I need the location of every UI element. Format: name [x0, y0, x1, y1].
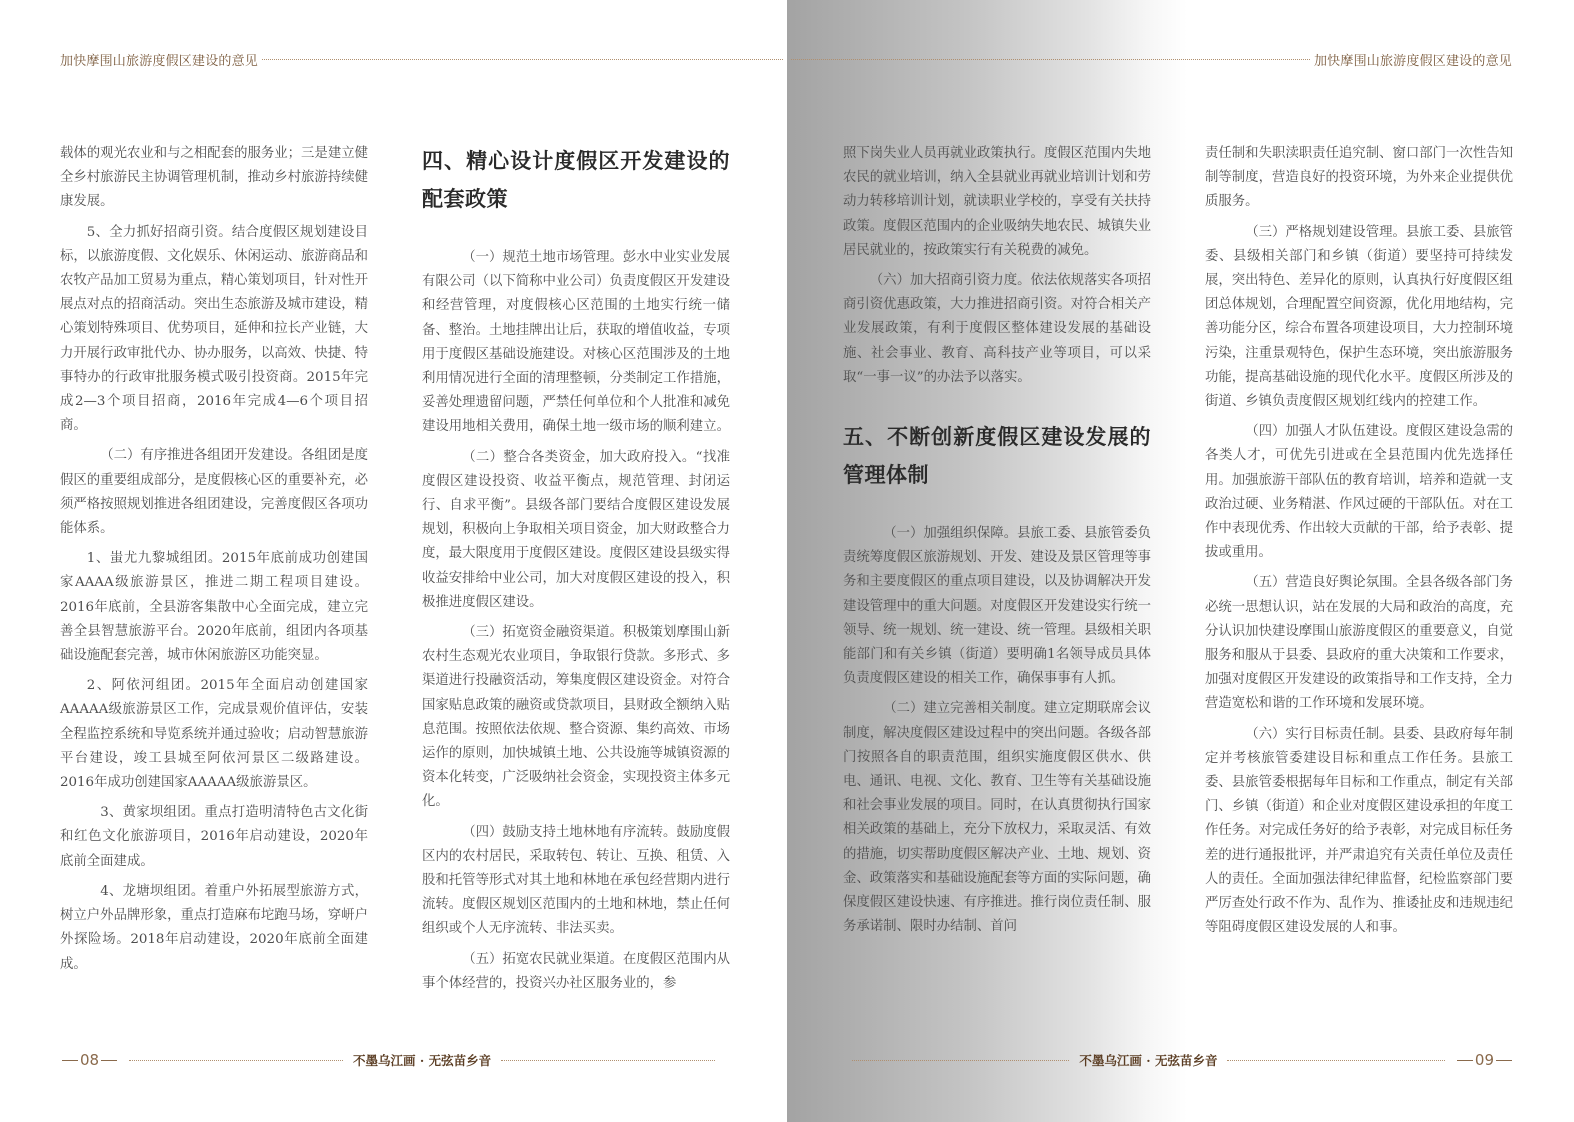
dash-decoration [101, 1060, 117, 1061]
dotted-rule [852, 1060, 1069, 1061]
page-number [1455, 1051, 1514, 1069]
paragraph: （三）拓宽资金融资渠道。积极策划摩围山新农村生态观光农业项目，争取银行贷款。多形式、多渠道进行投融资活动，筹集度假区建设资金。对符合国家贴息政策的融资或贷款项目，县财政全额纳入贴息范围。按照依法依规、整合资源、集约高效、市场运作的原则，加快城镇土地、公共设施等城镇资源的资本化转变，广泛吸纳社会资金，实现投资主体多元化。 [422, 625, 730, 810]
page-number-value: 09 [1474, 1051, 1494, 1069]
paragraph: （四）加强人才队伍建设。度假区建设急需的各类人才，可优先引进或在全县范围内优先选择任用。加强旅游干部队伍的教育培训，培养和造就一支政治过硬、业务精湛、作风过硬的干部队伍。对在工作中表现优秀、作出较大贡献的干部，给予表彰、提拔或重用。 [1205, 424, 1513, 561]
dotted-rule [129, 1060, 343, 1061]
paragraph: 1、蚩尤九黎城组团。2015年底前成功创建国家AAAA级旅游景区，推进二期工程项目建设。2016年底前，全县游客集散中心全面完成，建立完善全县智慧旅游平台。2020年底前，组团内各项基础设施配套完善，城市休闲旅游区功能突显。 [60, 551, 368, 664]
paragraph: （五）营造良好舆论氛围。全县各级各部门务必统一思想认识，站在发展的大局和政治的高度，充分认识加快建设摩围山旅游度假区的重要意义，自觉服务和服从于县委、县政府的重大决策和工作要求，加强对度假区开发建设的政策指导和工作支持，全力营造宽松和谐的工作环境和发展环境。 [1205, 575, 1513, 712]
paragraph: （六）加大招商引资力度。依法依规落实各项招商引资优惠政策，大力推进招商引资。对符合相关产业发展政策，有利于度假区整体建设发展的基础设施、社会事业、教育、高科技产业等项目，可以采取“一事一议”的办法予以落实。 [843, 273, 1151, 385]
paragraph: 3、黄家坝组团。重点打造明清特色古文化街和红色文化旅游项目，2016年启动建设，2020年底前全面建成。 [60, 805, 368, 869]
dotted-rule [501, 1060, 715, 1061]
paragraph: （六）实行目标责任制。县委、县政府每年制定并考核旅管委建设目标和重点工作任务。县旅工委、县旅管委根据每年目标和工作重点，制定有关部门、乡镇（街道）和企业对度假区建设承担的年度工作任务。对完成任务好的给予表彰，对完成目标任务差的进行通报批评，并严肃追究有关责任单位及责任人的责任。全面加强法律纪律监督，纪检监察部门要严厉查处行政不作为、乱作为、推诿扯皮和违规违纪等阻碍度假区建设发展的人和事。 [1205, 726, 1513, 936]
left-page-column-1 [60, 142, 368, 983]
right-page-column-1 [843, 142, 1151, 945]
left-page-column-2 [422, 142, 730, 1002]
footer-left [60, 1050, 725, 1070]
paragraph: （一）加强组织保障。县旅工委、县旅管委负责统筹度假区旅游规划、开发、建设及景区管理等事务和主要度假区的重点项目建设，以及协调解决开发建设管理中的重大问题。对度假区开发建设实行统一领导、统一规划、统一建设、统一管理。县级相关职能部门和有关乡镇（街道）要明确1名领导成员具体负责度假区建设的相关工作，确保事事有人抓。 [843, 526, 1151, 687]
paragraph: 载体的观光农业和与之相配套的服务业；三是建立健全乡村旅游民主协调管理机制，推动乡村旅游持续健康发展。 [60, 146, 368, 210]
paragraph: 4、龙塘坝组团。着重户外拓展型旅游方式，树立户外品牌形象，重点打造麻布坨跑马场，穿岍户外探险场。2018年启动建设，2020年底前全面建成。 [60, 883, 368, 972]
right-page-column-2 [1205, 142, 1513, 947]
paragraph: （五）拓宽农民就业渠道。在度假区范围内从事个体经营的，投资兴办社区服务业的，参 [422, 951, 730, 991]
footer-slogan: 不墨乌江画 · 无弦苗乡音 [1079, 1053, 1218, 1068]
running-head-title: 加快摩围山旅游度假区建设的意见 [1313, 53, 1512, 69]
section-heading-5: 五、不断创新度假区建设发展的管理体制 [843, 425, 1151, 488]
paragraph: 2、阿依河组团。2015年全面启动创建国家AAAAA级旅游景区工作，完成景观价值评估，安装全程监控系统和导览系统并通过验收；启动智慧旅游平台建设，竣工县城至阿依河景区二级路建设。2016年成功创建国家AAAAA级旅游景区。 [60, 678, 368, 791]
paragraph: 照下岗失业人员再就业政策执行。度假区范围内失地农民的就业培训，纳入全县就业再就业培训计划和劳动力转移培训计划，就读职业学校的，享受有关扶持政策。度假区范围内的企业吸纳失地农民、城镇失业居民就业的，按政策实行有关税费的减免。 [843, 146, 1151, 258]
section-heading-4: 四、精心设计度假区开发建设的配套政策 [422, 149, 730, 211]
dash-decoration [1496, 1060, 1512, 1061]
paragraph: 5、全力抓好招商引资。结合度假区规划建设目标，以旅游度假、文化娱乐、休闲运动、旅游商品和农牧产品加工贸易为重点，精心策划项目，针对性开展点对点的招商活动。突出生态旅游及城市建设，精心策划特殊项目、优势项目，延伸和拉长产业链，大力开展行政审批代办、协办服务，以高效、快捷、特事特办的行政审批服务模式吸引投资商。2015年完成2—3个项目招商，2016年完成4—6个项目招商。 [60, 224, 368, 434]
running-head-left [60, 50, 787, 68]
right-page [787, 0, 1574, 1122]
page-number [60, 1051, 119, 1069]
paragraph: （四）鼓励支持土地林地有序流转。鼓励度假区内的农村居民，采取转包、转让、互换、租赁、入股和托管等形式对其土地和林地在承包经营期内进行流转。度假区规划区范围内的土地和林地，禁止任何组织或个人无序流转、非法买卖。 [422, 824, 730, 937]
running-head-right [787, 50, 1512, 68]
paragraph: 责任制和失职渎职责任追究制、窗口部门一次性告知制等制度，营造良好的投资环境，为外来企业提供优质服务。 [1205, 146, 1513, 210]
dotted-rule [262, 59, 783, 60]
footer-slogan: 不墨乌江画 · 无弦苗乡音 [353, 1053, 492, 1068]
footer-right [842, 1050, 1514, 1070]
page-number-value: 08 [80, 1051, 100, 1069]
paragraph: （三）严格规划建设管理。县旅工委、县旅管委、县级相关部门和乡镇（街道）要坚持可持续发展，突出特色、差异化的原则，认真执行好度假区组团总体规划，合理配置空间资源，优化用地结构，完善功能分区，综合布置各项建设项目，大力控制环境污染，注重景观特色，保护生态环境，突出旅游服务功能，提高基础设施的现代化水平。度假区所涉及的街道、乡镇负责度假区规划红线内的控建工作。 [1205, 224, 1513, 410]
dash-decoration [1457, 1060, 1473, 1061]
dotted-rule [791, 59, 1310, 60]
paragraph: （一）规范土地市场管理。彭水中业实业发展有限公司（以下简称中业公司）负责度假区开发建设和经营管理，对度假核心区范围的土地实行统一储备、整治。土地挂牌出让后，获取的增值收益，专项用于度假区基础设施建设。对核心区范围涉及的土地利用情况进行全面的清理整顿，分类制定工作措施，妥善处理遗留问题，严禁任何单位和个人批准和减免建设用地相关费用，确保土地一级市场的顺利建立。 [422, 250, 730, 435]
paragraph: （二）建立完善相关制度。建立定期联席会议制度，解决度假区建设过程中的突出问题。各级各部门按照各自的职责范围，组织实施度假区供水、供电、通讯、电视、文化、教育、卫生等有关基础设施和社会事业发展的项目。同时，在认真贯彻执行国家相关政策的基础上，充分下放权力，采取灵活、有效的措施，切实帮助度假区解决产业、土地、规划、资金、政策落实和基础设施配套等方面的实际问题，确保度假区建设快速、有序推进。推行岗位责任制、服务承诺制、限时办结制、首问 [843, 701, 1151, 935]
paragraph: （二）有序推进各组团开发建设。各组团是度假区的重要组成部分，是度假核心区的重要补充，必须严格按照规划推进各组团建设，完善度假区各项功能体系。 [60, 448, 368, 537]
dotted-rule [1227, 1060, 1444, 1061]
paragraph: （二）整合各类资金，加大政府投入。“找准度假区建设投资、收益平衡点，规范管理、封闭运行、自求平衡”。县级各部门要结合度假区建设发展规划，积极向上争取相关项目资金，加大财政整合力度，最大限度用于度假区建设。度假区建设县级实得收益安排给中业公司，加大对度假区建设的投入，积极推进度假区建设。 [422, 449, 730, 610]
dash-decoration [62, 1060, 78, 1061]
running-head-title: 加快摩围山旅游度假区建设的意见 [60, 53, 259, 69]
